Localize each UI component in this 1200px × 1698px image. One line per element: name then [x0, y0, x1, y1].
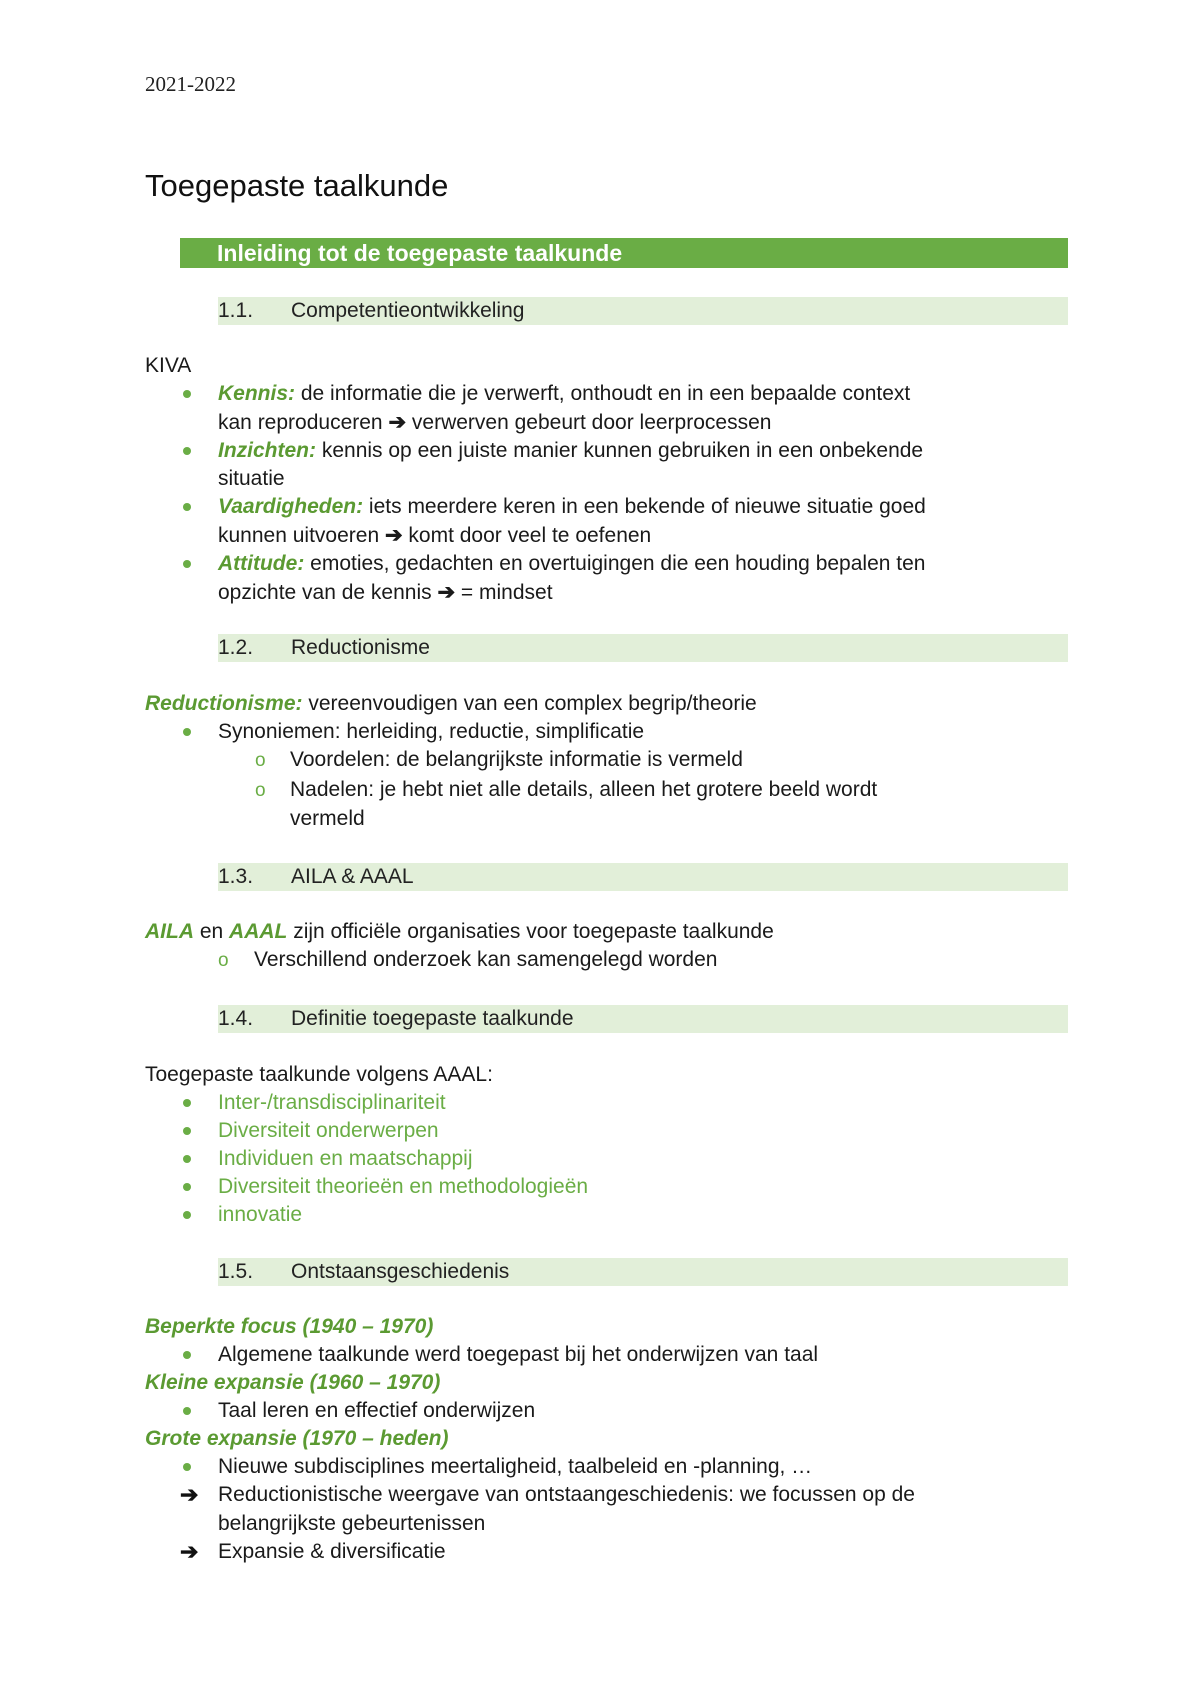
term-aaal: AAAL — [229, 920, 288, 943]
bullet-icon — [183, 1211, 191, 1219]
term-aila: AILA — [145, 920, 194, 943]
kiva-item-kennis — [218, 382, 910, 406]
circle-bullet-icon: o — [255, 780, 266, 801]
definition-item: innovatie — [218, 1203, 303, 1226]
kiva-item-vaardigheden-cont — [218, 523, 651, 548]
con-item: Nadelen: je hebt niet alle details, alleen het grotere beeld wordt — [290, 778, 878, 801]
section-heading-1-2 — [218, 634, 1068, 662]
definition-item: Inter-/transdisciplinariteit — [218, 1091, 446, 1114]
bullet-icon — [183, 728, 191, 736]
conclusion-item-2: Expansie & diversificatie — [218, 1540, 446, 1563]
conclusion-item-1-cont: belangrijkste gebeurtenissen — [218, 1512, 486, 1535]
pro-item: Voordelen: de belangrijkste informatie is vermeld — [290, 748, 743, 771]
section-heading-1-4 — [218, 1005, 1068, 1033]
connector-text: en — [194, 920, 230, 943]
bullet-icon — [183, 560, 191, 568]
section-heading-1-1 — [218, 297, 1068, 325]
arrow-right-icon: ➔ — [180, 1482, 199, 1507]
bullet-icon — [183, 390, 191, 398]
section-title: AILA & AAAL — [291, 865, 414, 888]
term-reductionisme: Reductionisme: — [145, 692, 303, 715]
circle-bullet-icon: o — [218, 950, 229, 971]
definition-text: vereenvoudigen van een complex begrip/theorie — [302, 692, 757, 715]
section-title: Competentieontwikkeling — [291, 299, 525, 322]
section-number: 1.1. — [218, 299, 254, 322]
con-item-cont: vermeld — [290, 807, 365, 830]
kiva-item-inzichten-cont — [218, 467, 285, 491]
term-kennis: Kennis: — [218, 382, 296, 405]
bullet-icon — [183, 1183, 191, 1191]
term-vaardigheden: Vaardigheden: — [218, 495, 364, 518]
kiva-item-vaardigheden — [218, 495, 926, 519]
definition-intro: Toegepaste taalkunde volgens AAAL: — [145, 1063, 493, 1086]
period-heading-2: Kleine expansie (1960 – 1970) — [145, 1371, 441, 1394]
section-title: Reductionisme — [291, 636, 430, 659]
chapter-heading-text: Inleiding tot de toegepaste taalkunde — [217, 240, 623, 266]
bullet-icon — [183, 1127, 191, 1135]
arrow-right-icon: ➔ — [180, 1539, 199, 1564]
period-heading-1: Beperkte focus (1940 – 1970) — [145, 1315, 434, 1338]
kiva-item-text: kunnen uitvoeren — [218, 524, 380, 547]
paragraph-text: zijn officiële organisaties voor toegepaste taalkunde — [287, 920, 774, 943]
kiva-item-text: de informatie die je verwerft, onthoudt en in een bepaalde context — [295, 382, 911, 405]
kiva-item-text: situatie — [218, 467, 285, 490]
kiva-item-text: emoties, gedachten en overtuigingen die een houding bepalen ten — [304, 552, 926, 575]
definition-item: Diversiteit theorieën en methodologieën — [218, 1175, 589, 1198]
circle-bullet-icon: o — [255, 750, 266, 771]
period-item-1: Algemene taalkunde werd toegepast bij het onderwijzen van taal — [218, 1343, 819, 1366]
term-inzichten: Inzichten: — [218, 439, 316, 462]
definition-item: Individuen en maatschappij — [218, 1147, 473, 1170]
kiva-item-text: iets meerdere keren in een bekende of nieuwe situatie goed — [363, 495, 926, 518]
section-title: Definitie toegepaste taalkunde — [291, 1007, 574, 1030]
conclusion-item-1: Reductionistische weergave van ontstaangeschiedenis: we focussen op de — [218, 1483, 915, 1506]
kiva-item-kennis-cont — [218, 410, 771, 435]
section-number: 1.2. — [218, 636, 254, 659]
bullet-icon — [183, 447, 191, 455]
section-number: 1.5. — [218, 1260, 254, 1283]
bullet-icon — [183, 1407, 191, 1415]
bullet-icon — [183, 1351, 191, 1359]
document-year: 2021-2022 — [145, 72, 236, 96]
kiva-item-text: = mindset — [455, 581, 553, 604]
arrow-right-icon: ➔ — [437, 581, 456, 604]
period-item-2: Taal leren en effectief onderwijzen — [218, 1399, 536, 1422]
kiva-item-text: kan reproduceren — [218, 411, 383, 434]
kiva-item-text: kennis op een juiste manier kunnen gebruiken in een onbekende — [316, 439, 924, 462]
period-item-3: Nieuwe subdisciplines meertaligheid, taalbeleid en -planning, … — [218, 1455, 813, 1478]
document-title: Toegepaste taalkunde — [145, 168, 449, 203]
bullet-icon — [183, 503, 191, 511]
section-heading-1-5 — [218, 1258, 1068, 1286]
chapter-heading — [180, 238, 1068, 268]
synonyms-item: Synoniemen: herleiding, reductie, simplificatie — [218, 720, 645, 743]
kiva-item-text: komt door veel te oefenen — [402, 524, 652, 547]
kiva-item-text: opzichte van de kennis — [218, 581, 432, 604]
reductionisme-definition — [145, 692, 757, 716]
kiva-item-attitude-cont — [218, 580, 553, 605]
kiva-label: KIVA — [145, 354, 192, 377]
bullet-icon — [183, 1155, 191, 1163]
section-heading-1-3 — [218, 863, 1068, 891]
section-number: 1.4. — [218, 1007, 254, 1030]
kiva-item-attitude — [218, 552, 925, 576]
kiva-item-text: verwerven gebeurt door leerprocessen — [406, 411, 772, 434]
arrow-right-icon: ➔ — [384, 524, 403, 547]
section-number: 1.3. — [218, 865, 254, 888]
arrow-right-icon: ➔ — [388, 411, 407, 434]
kiva-item-inzichten — [218, 439, 923, 463]
aila-sub-item: Verschillend onderzoek kan samengelegd worden — [254, 948, 718, 971]
term-attitude: Attitude: — [218, 552, 305, 575]
section-title: Ontstaansgeschiedenis — [291, 1260, 510, 1283]
bullet-icon — [183, 1099, 191, 1107]
period-heading-3: Grote expansie (1970 – heden) — [145, 1427, 449, 1450]
definition-item: Diversiteit onderwerpen — [218, 1119, 439, 1142]
aila-paragraph — [145, 920, 774, 944]
bullet-icon — [183, 1463, 191, 1471]
